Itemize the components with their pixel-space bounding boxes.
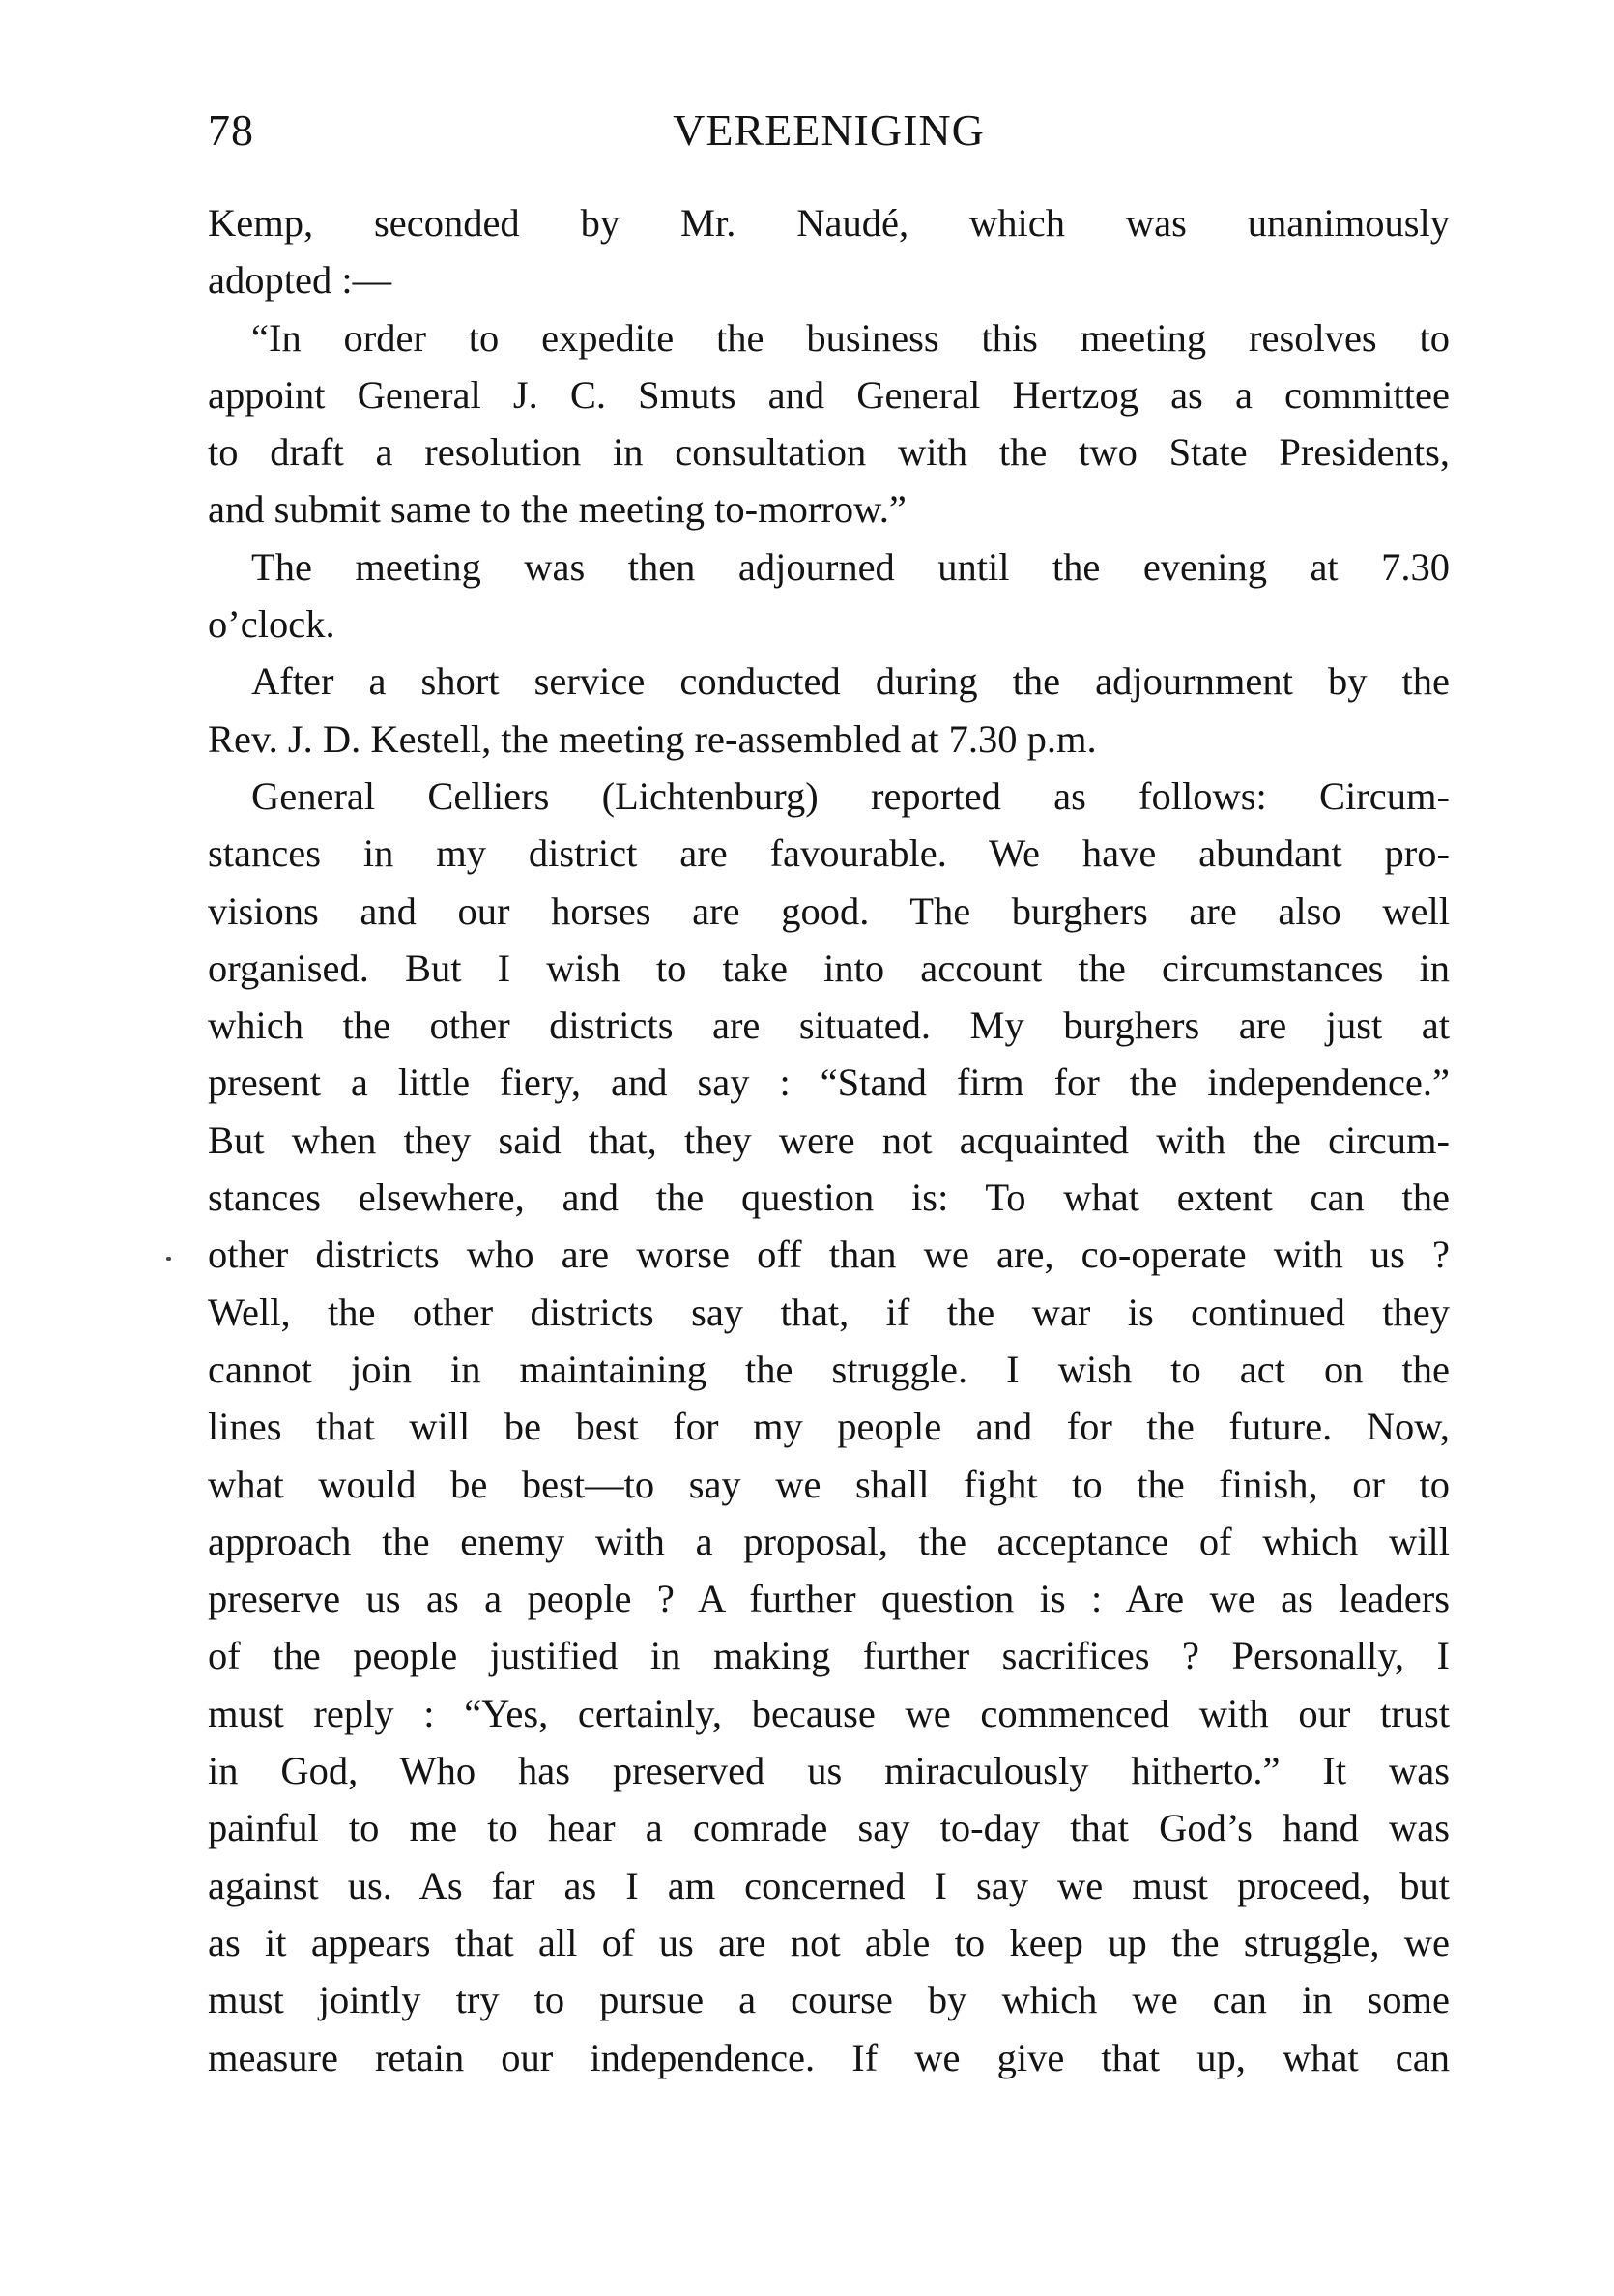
text-line: o’clock. [208, 602, 335, 647]
text-line: against us. As far as I am concerned I say we must proceed, but [208, 1863, 1450, 1907]
text-line: measure retain our independence. If we give that up, what can [208, 2035, 1450, 2079]
text-line: Kemp, seconded by Mr. Naudé, which was unanimously [208, 201, 1450, 245]
text-line: as it appears that all of us are not able to keep up the struggle, we [208, 1920, 1450, 1964]
text-line: what would be best—to say we shall fight to the finish, or to [208, 1462, 1450, 1506]
text-line: adopted :— [208, 258, 392, 303]
text-line: of the people justified in making further sacrifices ? Personally, I [208, 1634, 1450, 1678]
text-line: But when they said that, they were not acquainted with the circum- [208, 1118, 1450, 1162]
text-line: lines that will be best for my people and for the future. Now, [208, 1405, 1450, 1449]
margin-speck [166, 1257, 171, 1261]
text-line: Well, the other districts say that, if the war is continued they [208, 1290, 1450, 1334]
text-line: in God, Who has preserved us miraculously hitherto.” It was [208, 1749, 1450, 1793]
text-line: stances in my district are favourable. We have abundant pro- [208, 831, 1450, 876]
text-line: other districts who are worse off than we are, co-operate with us ? [208, 1233, 1450, 1277]
body-text [208, 194, 1450, 2086]
running-head: VEREENIGING [673, 105, 985, 155]
page-number: 78 [208, 105, 254, 155]
text-line: stances elsewhere, and the question is: To what extent can the [208, 1176, 1450, 1220]
text-line: present a little fiery, and say : “Stand firm for the independence.” [208, 1061, 1450, 1105]
text-line: must jointly try to pursue a course by which we can in some [208, 1978, 1450, 2022]
text-line: to draft a resolution in consultation with the two State Presidents, [208, 430, 1450, 475]
text-line: Rev. J. D. Kestell, the meeting re-assembled at 7.30 p.m. [208, 716, 1097, 761]
text-line: cannot join in maintaining the struggle. I wish to act on the [208, 1347, 1450, 1391]
text-line: organised. But I wish to take into account the circumstances in [208, 945, 1450, 990]
text-line: After a short service conducted during the adjournment by the [251, 659, 1450, 704]
page-header [208, 97, 1450, 164]
text-line: painful to me to hear a comrade say to-day that God’s hand was [208, 1806, 1450, 1850]
text-line: appoint General J. C. Smuts and General Hertzog as a committee [208, 372, 1450, 417]
text-line: “In order to expedite the business this meeting resolves to [251, 315, 1450, 360]
text-line: General Celliers (Lichtenburg) reported as follows: Circum- [251, 773, 1450, 818]
text-line: The meeting was then adjourned until the evening at 7.30 [251, 544, 1450, 589]
text-line: approach the enemy with a proposal, the acceptance of which will [208, 1519, 1450, 1563]
text-line: visions and our horses are good. The burghers are also well [208, 888, 1450, 933]
text-line: preserve us as a people ? A further question is : Are we as leaders [208, 1577, 1450, 1621]
text-line: must reply : “Yes, certainly, because we commenced with our trust [208, 1691, 1450, 1735]
text-line: and submit same to the meeting to-morrow.” [208, 487, 907, 532]
text-line: which the other districts are situated. My burghers are just at [208, 1003, 1450, 1048]
